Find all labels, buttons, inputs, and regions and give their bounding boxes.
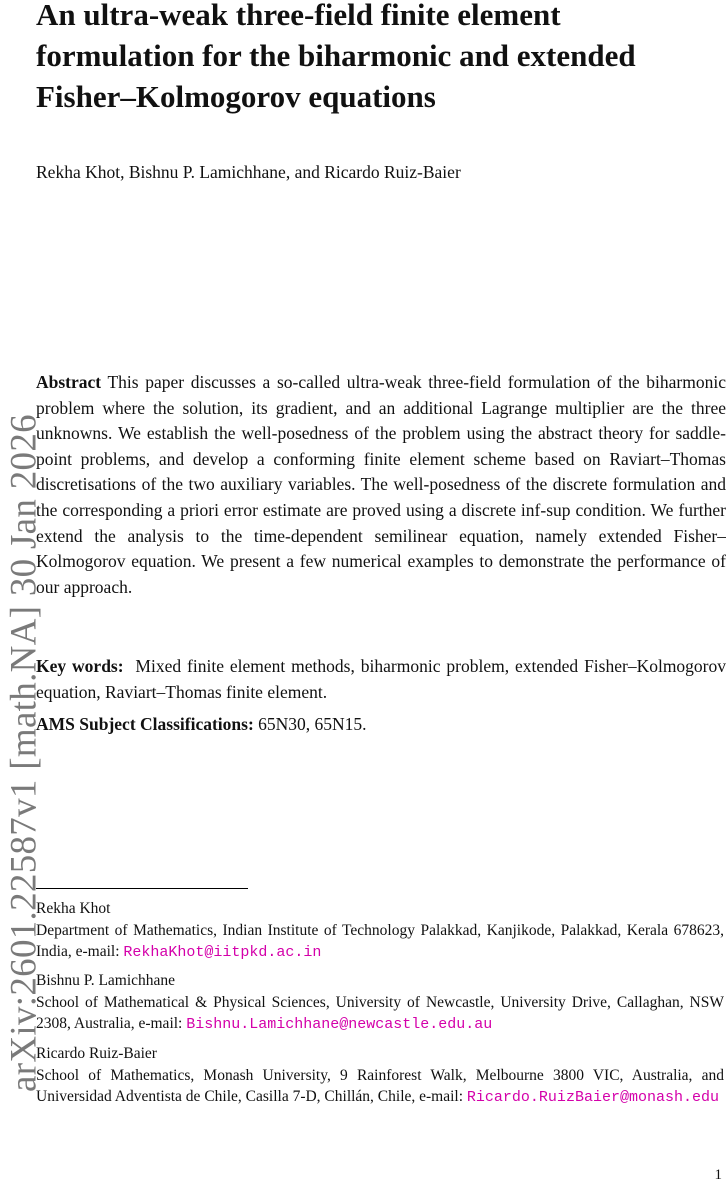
ams-classifications xyxy=(36,712,726,738)
affiliation-name: Rekha Khot xyxy=(36,900,111,917)
email-link[interactable]: Ricardo.RuizBaier@monash.edu xyxy=(466,1089,719,1107)
keywords-text: Mixed finite element methods, biharmonic problem, extended Fisher–Kolmogorov equation, Raviart–Thomas finite element. xyxy=(36,656,726,702)
affiliation-block xyxy=(36,1043,724,1109)
affiliation-address: School of Mathematical & Physical Sciences, University of Newcastle, University Drive, Callaghan, NSW 2308, Australia, e-mail: Bishnu.Lamichhane@newcastle.edu.au xyxy=(36,993,724,1034)
ams-text: 65N30, 65N15. xyxy=(258,714,367,734)
abstract-text: This paper discusses a so-called ultra-weak three-field formulation of the biharmonic problem where the solution, its gradient, and an additional Lagrange multiplier are the three unknowns. We establish the well-posedness of the problem using the abstract theory for saddle-point problems, and develop a conforming finite element scheme based on Raviart–Thomas discretisations of the two auxiliary variables. The well-posedness of the discrete formulation and the corresponding a priori error estimate are proved using a discrete inf-sup condition. We further extend the analysis to the time-dependent semilinear equation, namely extended Fisher–Kolmogorov equation. We present a few numerical examples to demonstrate the performance of our approach. xyxy=(36,372,726,597)
paper-title: An ultra-weak three-field finite element formulation for the biharmonic and extended Fisher–Kolmogorov equations xyxy=(36,0,636,114)
affiliation-name: Bishnu P. Lamichhane xyxy=(36,972,176,989)
affiliation-address: Department of Mathematics, Indian Institute of Technology Palakkad, Kanjikode, Palakkad, Kerala 678623, India, e-mail: RekhaKhot@iitpkd.ac.in xyxy=(36,921,724,962)
ams-label: AMS Subject Classifications: xyxy=(36,714,254,734)
arxiv-id-text: arXiv:2601.22587v1 [math.NA] 30 Jan 2026 xyxy=(3,413,45,1092)
affiliation-address: School of Mathematics, Monash University, 9 Rainforest Walk, Melbourne 3800 VIC, Australia, and Universidad Adventista de Chile, Casilla 7-D, Chillán, Chile, e-mail: Ricardo.RuizBaier@monash.edu xyxy=(36,1066,724,1107)
email-link[interactable]: RekhaKhot@iitpkd.ac.in xyxy=(123,944,322,962)
keywords-label: Key words: xyxy=(36,656,124,676)
abstract-label: Abstract xyxy=(36,372,102,392)
email-link[interactable]: Bishnu.Lamichhane@newcastle.edu.au xyxy=(186,1016,493,1034)
author-list: Rekha Khot, Bishnu P. Lamichhane, and Ricardo Ruiz-Baier xyxy=(36,162,461,182)
affiliation-block xyxy=(36,898,724,964)
affiliation-block xyxy=(36,970,724,1036)
keywords xyxy=(36,654,726,705)
footnote-divider xyxy=(36,888,248,889)
page-number: 1 xyxy=(714,1167,722,1183)
affiliation-name: Ricardo Ruiz-Baier xyxy=(36,1045,157,1062)
abstract xyxy=(36,370,726,600)
